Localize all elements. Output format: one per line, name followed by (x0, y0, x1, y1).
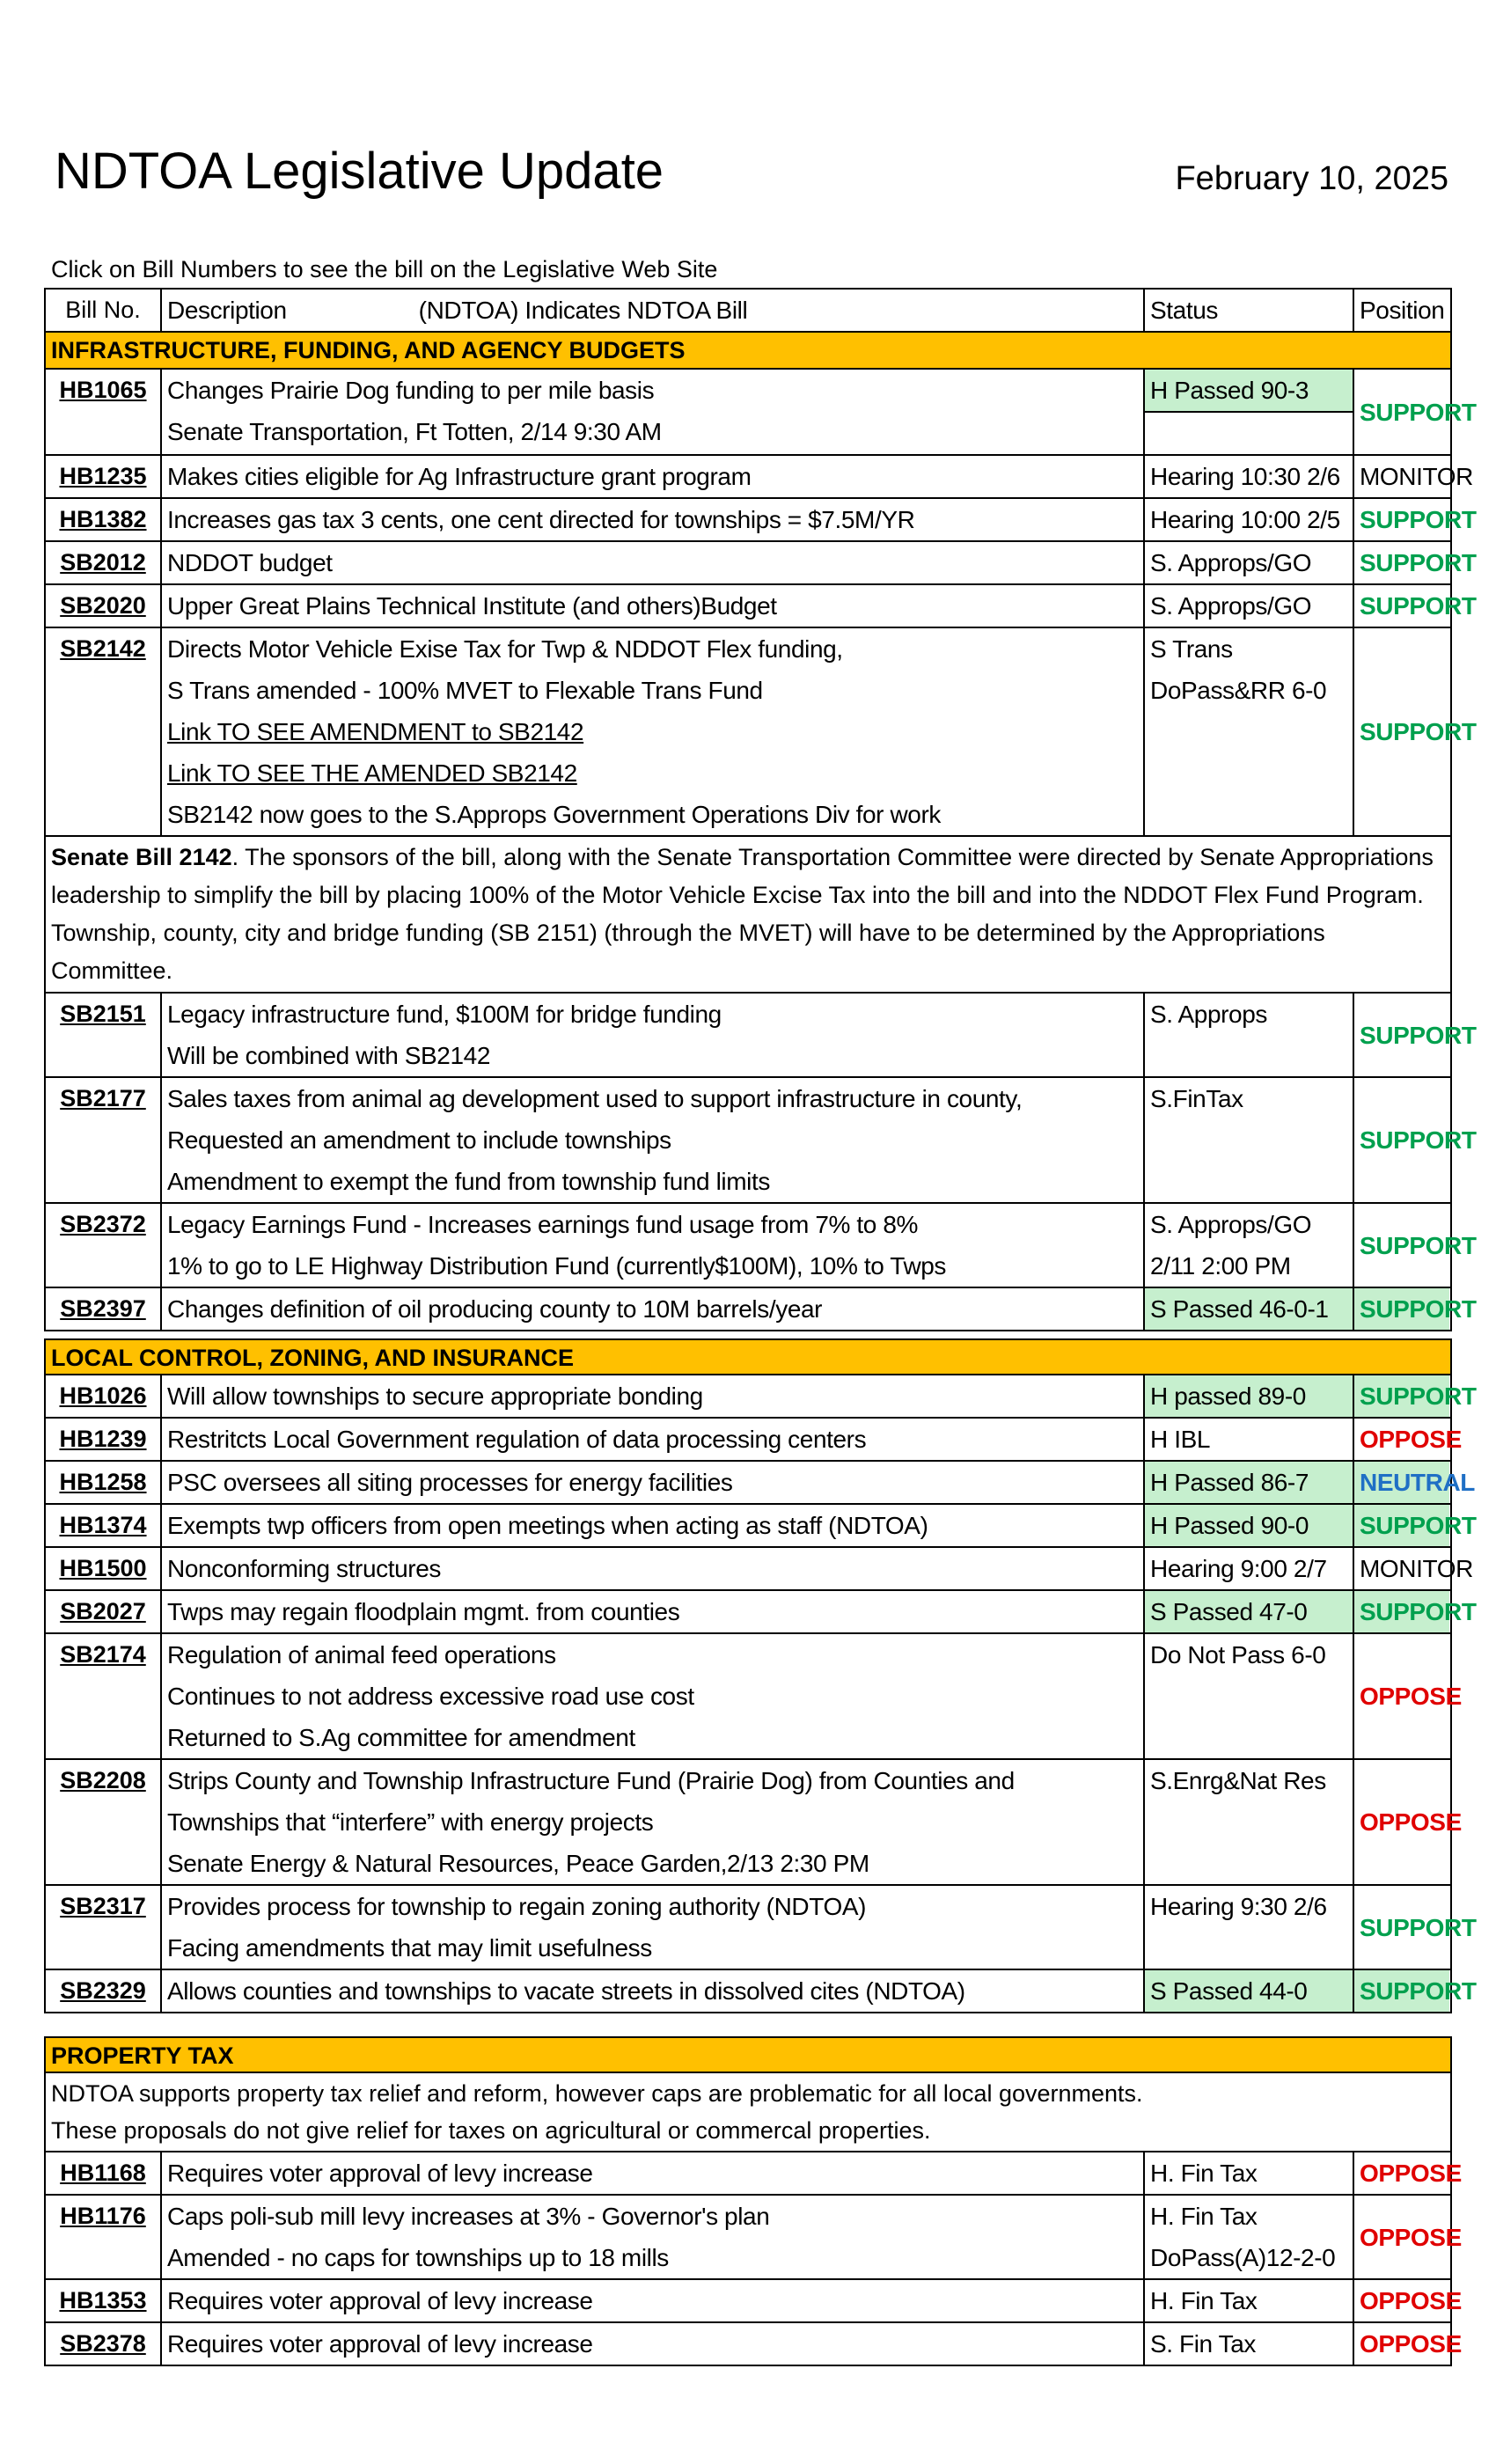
bill-number[interactable]: HB1382 (59, 506, 147, 532)
status-line: S. Approps/GO (1150, 1211, 1312, 1238)
bill-number-link[interactable] (46, 1204, 162, 1287)
bill-description (162, 628, 1145, 835)
position-text: SUPPORT (1360, 718, 1477, 745)
bill-number-link[interactable] (46, 456, 162, 497)
description-line: SB2142 now goes to the S.Approps Government Operations Div for work (167, 801, 942, 828)
bill-number[interactable]: HB1374 (59, 1512, 147, 1538)
bill-description (162, 542, 1145, 583)
table-row (44, 628, 1477, 837)
position-badge (1354, 1760, 1462, 1884)
bill-number[interactable]: HB1168 (60, 2160, 146, 2186)
bill-number[interactable]: HB1353 (59, 2287, 147, 2314)
bill-number-link[interactable] (46, 1886, 162, 1969)
description-line: Increases gas tax 3 cents, one cent directed for townships = $7.5M/YR (167, 506, 915, 533)
table-row (44, 994, 1477, 1078)
position-badge (1354, 2196, 1462, 2278)
position-text: SUPPORT (1360, 1231, 1477, 1259)
position-text: SUPPORT (1360, 1913, 1477, 1941)
table-row (44, 1591, 1477, 1634)
bill-number[interactable]: SB2020 (60, 592, 146, 619)
table-row (44, 370, 1477, 456)
bill-number[interactable]: SB2317 (60, 1893, 146, 1919)
position-text: OPPOSE (1360, 2330, 1462, 2358)
status-line: H IBL (1150, 1426, 1211, 1453)
status-line: S.FinTax (1150, 1085, 1243, 1112)
section-rows (44, 994, 1477, 1331)
table-row (44, 2280, 1462, 2323)
position-column-header: Position (1360, 297, 1445, 324)
section-rows (44, 1375, 1477, 2013)
table-row (44, 1078, 1477, 1204)
bill-description (162, 370, 1145, 454)
table-row (44, 585, 1477, 628)
position-badge (1354, 370, 1477, 454)
position-text: OPPOSE (1360, 1683, 1462, 1710)
status-line: H Passed 86-7 (1145, 1462, 1353, 1503)
bill-number[interactable]: SB2378 (60, 2330, 146, 2357)
bill-number[interactable]: HB1026 (59, 1382, 147, 1409)
column-header-row (44, 288, 1452, 333)
position-text: OPPOSE (1360, 1808, 1462, 1836)
bill-status (1145, 1548, 1354, 1589)
note-bold-lead: Senate Bill 2142 (51, 844, 232, 870)
bill-number-link[interactable] (46, 1078, 162, 1202)
position-text: SUPPORT (1360, 1295, 1477, 1323)
table-row (44, 1970, 1477, 2013)
bill-status (1145, 1204, 1354, 1287)
table-row (44, 2323, 1462, 2366)
position-text: SUPPORT (1360, 1382, 1477, 1410)
bill-number[interactable]: SB2329 (60, 1977, 146, 2004)
bill-number-link[interactable] (46, 542, 162, 583)
bill-number-link[interactable] (46, 994, 162, 1076)
bill-status (1145, 499, 1354, 540)
bill-column-header: Bill No. (65, 297, 141, 323)
bill-description (162, 1419, 1145, 1460)
position-badge (1354, 2280, 1462, 2321)
instruction-note: Click on Bill Numbers to see the bill on the Legislative Web Site (51, 256, 718, 282)
description-line: Amendment to exempt the fund from township fund limits (167, 1168, 770, 1195)
description-line: Townships that “interfere” with energy projects (167, 1808, 654, 1836)
position-text: SUPPORT (1360, 1126, 1477, 1154)
bill-description (162, 1591, 1145, 1632)
position-badge (1354, 628, 1477, 835)
description-line: Directs Motor Vehicle Exise Tax for Twp & NDDOT Flex funding, (167, 635, 843, 663)
description-line: Upper Great Plains Technical Institute (and others)Budget (167, 592, 777, 620)
description-line: Restritcts Local Government regulation of data processing centers (167, 1426, 867, 1453)
bill-number-link[interactable] (46, 1634, 162, 1758)
position-badge (1354, 1970, 1477, 2012)
report-date: February 10, 2025 (1175, 160, 1448, 197)
position-text: MONITOR (1360, 1555, 1473, 1582)
property-tax-table (44, 2036, 1462, 2366)
description-line: Strips County and Township Infrastructure Fund (Prairie Dog) from Counties and (167, 1767, 1015, 1794)
position-badge (1354, 1634, 1462, 1758)
position-badge (1354, 1288, 1477, 1330)
position-text: SUPPORT (1360, 592, 1477, 620)
bill-description (162, 1760, 1145, 1884)
position-text: SUPPORT (1360, 1512, 1477, 1539)
position-text: SUPPORT (1360, 1021, 1477, 1049)
status-line: H Passed 90-3 (1145, 370, 1353, 411)
property-tax-intro (44, 2073, 1452, 2152)
bill-status (1145, 1591, 1354, 1632)
position-text: SUPPORT (1360, 549, 1477, 576)
table-row (44, 1886, 1477, 1970)
status-line: Do Not Pass 6-0 (1150, 1641, 1326, 1668)
status-line: S Passed 44-0 (1145, 1970, 1353, 2012)
bill-status (1145, 628, 1354, 835)
status-line: DoPass&RR 6-0 (1150, 677, 1327, 704)
position-text: OPPOSE (1360, 2160, 1462, 2187)
position-badge (1354, 542, 1477, 583)
bill-number[interactable]: HB1258 (59, 1469, 147, 1495)
table-row (44, 1505, 1477, 1548)
status-line: H. Fin Tax (1150, 2203, 1258, 2230)
section-header: INFRASTRUCTURE, FUNDING, AND AGENCY BUDGETS (44, 333, 1452, 370)
intro-line: These proposals do not give relief for taxes on agricultural or commercal properties. (51, 2117, 931, 2144)
bill-number-link[interactable] (46, 1462, 162, 1503)
position-text: NEUTRAL (1360, 1469, 1475, 1496)
bill-status (1145, 1375, 1354, 1417)
position-badge (1354, 456, 1473, 497)
status-line: S.Enrg&Nat Res (1150, 1767, 1326, 1794)
table-row (44, 2152, 1462, 2196)
status-line: Hearing 9:30 2/6 (1150, 1893, 1327, 1920)
bill-status (1145, 2196, 1354, 2278)
bill-description (162, 994, 1145, 1076)
description-line: S Trans amended - 100% MVET to Flexable Trans Fund (167, 677, 763, 704)
bill-status (1145, 1078, 1354, 1202)
bill-description (162, 456, 1145, 497)
bill-number-link[interactable] (46, 499, 162, 540)
description-line: Caps poli-sub mill levy increases at 3% - Governor's plan (167, 2203, 770, 2230)
bill-status (1145, 1760, 1354, 1884)
description-line: Senate Transportation, Ft Totten, 2/14 9:30 AM (167, 418, 662, 445)
table-row (44, 1204, 1477, 1288)
position-text: OPPOSE (1360, 1426, 1462, 1453)
bill-status (1145, 2152, 1354, 2194)
note-text: . The sponsors of the bill, along with the Senate Transportation Committee were directed by Senate Appropriations leadership to simplify the bill by placing 100% of the Motor Vehicle Excise Tax into the bill and into the NDDOT Flex Fund Program. Township, county, city and bridge funding (SB 2151) (through the MVET) will have to be determined by the Appropriations Committee. (51, 844, 1434, 984)
position-badge (1354, 994, 1477, 1076)
status-line: H. Fin Tax (1150, 2160, 1258, 2187)
position-badge (1354, 1548, 1473, 1589)
description-line: Requires voter approval of levy increase (167, 2160, 593, 2187)
bill-number[interactable]: SB2397 (60, 1295, 146, 1322)
position-badge (1354, 1078, 1477, 1202)
section-header: PROPERTY TAX (44, 2036, 1452, 2073)
description-line: Requested an amendment to include townships (167, 1126, 671, 1154)
status-line: Hearing 10:30 2/6 (1150, 463, 1340, 490)
description-line: Continues to not address excessive road use cost (167, 1683, 694, 1710)
page-title: NDTOA Legislative Update (55, 143, 664, 200)
position-text: OPPOSE (1360, 2223, 1462, 2251)
position-text: SUPPORT (1360, 398, 1477, 426)
position-badge (1354, 2323, 1462, 2365)
status-line: S Passed 47-0 (1145, 1591, 1353, 1632)
description-line: Legacy infrastructure fund, $100M for bridge funding (167, 1001, 722, 1028)
status-column-header: Status (1150, 297, 1218, 324)
bill-number-link[interactable] (46, 1760, 162, 1884)
bill-number-link[interactable] (46, 585, 162, 627)
bill-number-link[interactable] (46, 2196, 162, 2278)
bill-status (1145, 1634, 1354, 1758)
status-line: S Passed 46-0-1 (1145, 1288, 1353, 1330)
bill-number-link[interactable] (46, 1419, 162, 1460)
position-badge (1354, 1462, 1475, 1503)
position-badge (1354, 1375, 1477, 1417)
bill-number-link[interactable] (46, 370, 162, 454)
bill-status (1145, 370, 1354, 454)
status-line: H Passed 90-0 (1145, 1505, 1353, 1546)
bill-number[interactable]: HB1176 (60, 2203, 146, 2229)
bill-number-link[interactable] (46, 1505, 162, 1546)
bill-status (1145, 542, 1354, 583)
bill-number[interactable]: HB1239 (59, 1426, 147, 1452)
bill-description (162, 585, 1145, 627)
bill-status (1145, 1970, 1354, 2012)
table-row (44, 542, 1477, 585)
bill-description (162, 1078, 1145, 1202)
status-line (1145, 411, 1353, 454)
position-text: SUPPORT (1360, 1977, 1477, 2005)
description-line: Requires voter approval of levy increase (167, 2330, 593, 2358)
status-line: Hearing 10:00 2/5 (1150, 506, 1340, 533)
bill-status (1145, 585, 1354, 627)
position-text: SUPPORT (1360, 1598, 1477, 1625)
bill-description (162, 2152, 1145, 2194)
status-line: H passed 89-0 (1145, 1375, 1353, 1417)
bill-description (162, 2196, 1145, 2278)
position-badge (1354, 1886, 1477, 1969)
status-line: S. Fin Tax (1150, 2330, 1256, 2358)
description-line: Will be combined with SB2142 (167, 1042, 490, 1069)
bill-status (1145, 1886, 1354, 1969)
position-text: OPPOSE (1360, 2287, 1462, 2314)
bill-status (1145, 456, 1354, 497)
bill-description (162, 1204, 1145, 1287)
bill-number[interactable]: SB2142 (60, 635, 146, 662)
position-text: MONITOR (1360, 463, 1473, 490)
section-rows (44, 370, 1477, 837)
bill-description (162, 1375, 1145, 1417)
table-row (44, 1548, 1473, 1591)
table-row (44, 1375, 1477, 1419)
table-row (44, 1288, 1477, 1331)
status-line: Hearing 9:00 2/7 (1150, 1555, 1327, 1582)
description-line: Regulation of animal feed operations (167, 1641, 556, 1668)
description-line: Sales taxes from animal ag development used to support infrastructure in county, (167, 1085, 1023, 1112)
description-column-header: Description (167, 297, 287, 324)
bill-description (162, 1505, 1145, 1546)
bill-number[interactable]: HB1235 (59, 463, 147, 489)
bill-status (1145, 1419, 1354, 1460)
amendment-link[interactable]: Link TO SEE AMENDMENT to SB2142 (167, 718, 584, 745)
description-line: Amended - no caps for townships up to 18 mills (167, 2244, 669, 2271)
bill-number-link[interactable] (46, 628, 162, 835)
description-line: Requires voter approval of levy increase (167, 2287, 593, 2314)
description-line: Facing amendments that may limit usefulness (167, 1934, 652, 1962)
bill-description (162, 1634, 1145, 1758)
status-line: S. Approps/GO (1150, 592, 1312, 620)
description-line: Legacy Earnings Fund - Increases earnings fund usage from 7% to 8% (167, 1211, 918, 1238)
bill-description (162, 2280, 1145, 2321)
bill-description (162, 1288, 1145, 1330)
status-line: 2/11 2:00 PM (1150, 1252, 1291, 1280)
bill-number-link[interactable] (46, 1970, 162, 2012)
table-row (44, 456, 1473, 499)
description-line: Changes Prairie Dog funding to per mile basis (167, 377, 655, 404)
description-line: NDDOT budget (167, 549, 333, 576)
description-line: Will allow townships to secure appropriate bonding (167, 1382, 703, 1410)
table-row (44, 1760, 1462, 1886)
bill-number[interactable]: SB2151 (60, 1001, 146, 1027)
infrastructure-table (44, 288, 1477, 1331)
bill-number[interactable]: HB1500 (59, 1555, 147, 1581)
description-line: Allows counties and townships to vacate streets in dissolved cites (NDTOA) (167, 1977, 965, 2005)
bill-number-link[interactable] (46, 2280, 162, 2321)
table-row (44, 1419, 1462, 1462)
bill-number[interactable]: SB2208 (60, 1767, 146, 1793)
bill-number[interactable]: SB2174 (60, 1641, 146, 1668)
status-line: S. Approps/GO (1150, 549, 1312, 576)
bill-status (1145, 2323, 1354, 2365)
bill-status (1145, 2280, 1354, 2321)
bill-status (1145, 1462, 1354, 1503)
status-line: S Trans (1150, 635, 1233, 663)
bill-number[interactable]: HB1065 (59, 377, 147, 403)
description-column-note: (NDTOA) Indicates NDTOA Bill (418, 297, 748, 324)
bill-status (1145, 1505, 1354, 1546)
bill-description (162, 499, 1145, 540)
bill-number-link[interactable] (46, 2323, 162, 2365)
position-badge (1354, 1505, 1477, 1546)
bill-number[interactable]: SB2177 (60, 1085, 146, 1111)
position-badge (1354, 499, 1477, 540)
description-line: Returned to S.Ag committee for amendment (167, 1724, 635, 1751)
bill-number-link[interactable] (46, 1591, 162, 1632)
position-badge (1354, 1419, 1462, 1460)
bill-number[interactable]: SB2027 (60, 1598, 146, 1624)
amendment-link[interactable]: Link TO SEE THE AMENDED SB2142 (167, 759, 577, 787)
section-header: LOCAL CONTROL, ZONING, AND INSURANCE (44, 1338, 1452, 1375)
description-line: 1% to go to LE Highway Distribution Fund (currently$100M), 10% to Twps (167, 1252, 947, 1280)
table-row (44, 1634, 1462, 1760)
description-line: Changes definition of oil producing county to 10M barrels/year (167, 1295, 823, 1323)
description-line: Exempts twp officers from open meetings when acting as staff (NDTOA) (167, 1512, 928, 1539)
bill-number[interactable]: SB2012 (60, 549, 146, 576)
description-line: Senate Energy & Natural Resources, Peace Garden,2/13 2:30 PM (167, 1850, 869, 1877)
bill-number-link[interactable] (46, 2152, 162, 2194)
description-line: Twps may regain floodplain mgmt. from counties (167, 1598, 680, 1625)
description-line: Makes cities eligible for Ag Infrastructure grant program (167, 463, 752, 490)
status-line: H. Fin Tax (1150, 2287, 1258, 2314)
description-line: Nonconforming structures (167, 1555, 441, 1582)
bill-description (162, 1886, 1145, 1969)
local-control-table (44, 1338, 1477, 2013)
section-rows (44, 2152, 1462, 2366)
description-line: Provides process for township to regain zoning authority (NDTOA) (167, 1893, 867, 1920)
intro-line: NDTOA supports property tax relief and reform, however caps are problematic for all local governments. (51, 2080, 1143, 2107)
sb2142-note (44, 837, 1452, 994)
bill-description (162, 2323, 1145, 2365)
bill-description (162, 1462, 1145, 1503)
table-row (44, 2196, 1462, 2280)
position-badge (1354, 2152, 1462, 2194)
bill-number-link[interactable] (46, 1548, 162, 1589)
bill-status (1145, 994, 1354, 1076)
bill-description (162, 1970, 1145, 2012)
bill-number-link[interactable] (46, 1288, 162, 1330)
table-row (44, 499, 1477, 542)
table-row (44, 1462, 1475, 1505)
position-text: SUPPORT (1360, 506, 1477, 533)
bill-number[interactable]: SB2372 (60, 1211, 146, 1237)
position-badge (1354, 1591, 1477, 1632)
position-badge (1354, 585, 1477, 627)
bill-status (1145, 1288, 1354, 1330)
position-badge (1354, 1204, 1477, 1287)
bill-number-link[interactable] (46, 1375, 162, 1417)
description-line: PSC oversees all siting processes for energy facilities (167, 1469, 733, 1496)
status-line: DoPass(A)12-2-0 (1150, 2244, 1336, 2271)
status-line: S. Approps (1150, 1001, 1267, 1028)
bill-description (162, 1548, 1145, 1589)
